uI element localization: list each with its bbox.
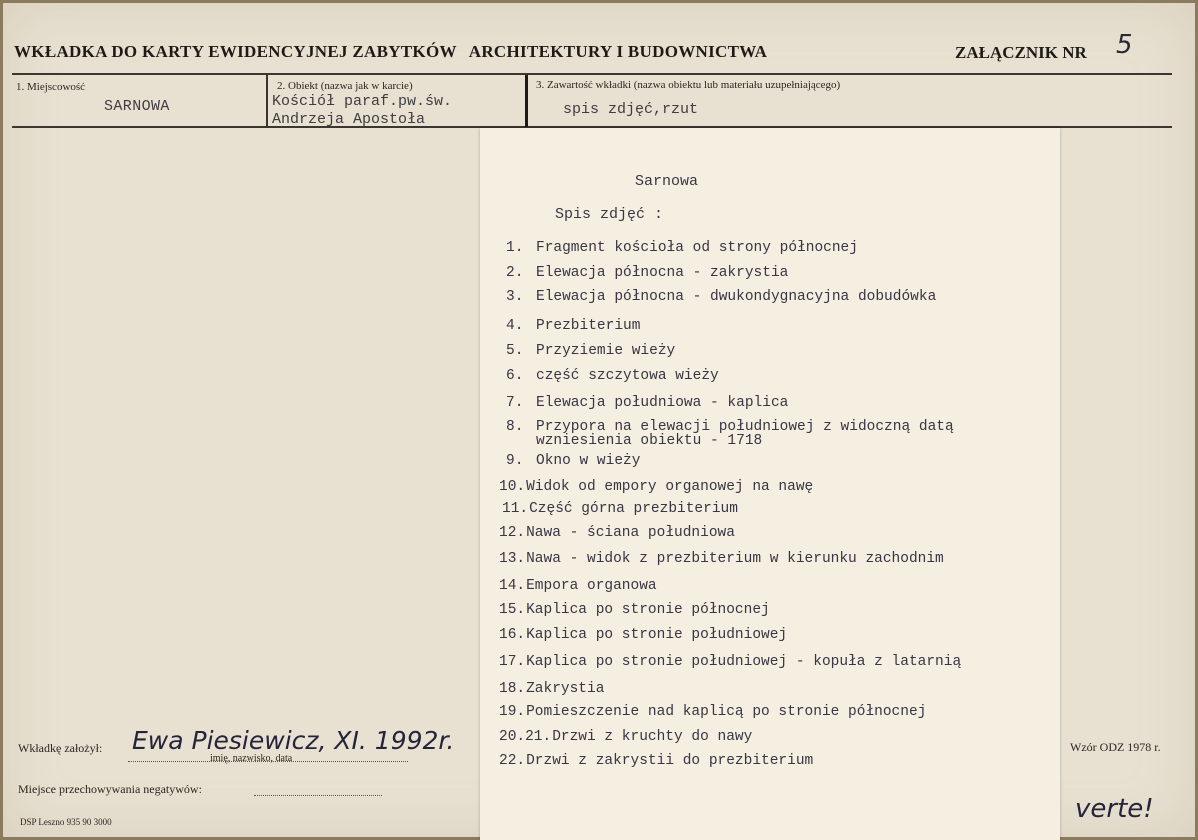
negatives-label: Miejsce przechowywania negatywów:: [18, 782, 202, 796]
photo-item-text: Empora organowa: [526, 578, 657, 594]
photo-item-number: 15.: [499, 602, 526, 618]
photo-item-number: 22.: [499, 753, 526, 769]
attachment-number: 5: [1116, 30, 1133, 60]
photo-item-number: 10.: [499, 479, 526, 495]
field-divider-1: [266, 75, 268, 127]
photo-item-number: 11.: [502, 501, 529, 517]
photo-item-text: Przyziemie wieży: [536, 343, 676, 359]
photo-item-text: Kaplica po stronie północnej: [526, 602, 770, 618]
photo-item-number: 9.: [506, 453, 524, 469]
photo-item-text: Przypora na elewacji południowej z widoczną datą: [536, 419, 954, 435]
photo-item-text: Drzwi z kruchty do nawy: [552, 729, 753, 745]
print-stamp: DSP Leszno 935 90 3000: [20, 817, 112, 827]
field-divider-2: [525, 75, 528, 127]
photo-item-text: Zakrystia: [526, 681, 605, 697]
photo-item-text: Elewacja północna - zakrystia: [536, 265, 789, 281]
header-rule-top: [12, 73, 1172, 75]
photo-item-text: Część górna prezbiterium: [529, 501, 738, 517]
contents-value: spis zdjęć,rzut: [563, 101, 699, 118]
photo-item-number: 3.: [506, 289, 524, 305]
card-title: [14, 42, 767, 62]
photo-item-number: 17.: [499, 654, 526, 670]
creator-label: Wkładkę założył:: [18, 741, 103, 755]
photo-item-number: 5.: [506, 343, 524, 359]
photo-item-text: Drzwi z zakrystii do prezbiterium: [526, 753, 814, 769]
creator-signature: Ewa Piesiewicz, XI. 1992r.: [132, 726, 455, 755]
photo-item-number: 1.: [506, 240, 524, 256]
title-part1: WKŁADKA DO KARTY EWIDENCYJNEJ ZABYTKÓW: [14, 42, 457, 61]
object-label: 2. Obiekt (nazwa jak w karcie): [277, 80, 413, 92]
photo-item-text-continued: wzniesienia obiektu - 1718: [536, 433, 763, 449]
photo-item-text: część szczytowa wieży: [536, 368, 719, 384]
photo-item-text: Elewacja południowa - kaplica: [536, 395, 789, 411]
photo-item-text: Pomieszczenie nad kaplicą po stronie północnej: [526, 704, 927, 720]
photo-item-text: Elewacja północna - dwukondygnacyjna dobudówka: [536, 289, 937, 305]
photo-item-number: 12.: [499, 525, 526, 541]
photo-item-text: Kaplica po stronie południowej: [526, 627, 788, 643]
photo-item-text: Widok od empory organowej na nawę: [526, 479, 814, 495]
photo-item-text: Nawa - widok z prezbiterium w kierunku zachodnim: [526, 551, 944, 567]
attachment-label: ZAŁĄCZNIK NR: [955, 43, 1087, 62]
photo-item-text: Nawa - ściana południowa: [526, 525, 735, 541]
photo-item-text: Kaplica po stronie południowej - kopuła z latarnią: [526, 654, 962, 670]
negatives-underline: [254, 795, 382, 796]
photo-item-number: 7.: [506, 395, 524, 411]
photo-item-number: 6.: [506, 368, 524, 384]
photo-item-number: 2.: [506, 265, 524, 281]
object-value-line2: Andrzeja Apostoła: [272, 111, 426, 128]
template-note: Wzór ODZ 1978 r.: [1070, 740, 1161, 754]
location-value: SARNOWA: [104, 98, 170, 115]
photo-item-number: 8.: [506, 419, 524, 435]
object-value-line1: Kościół paraf.pw.św.: [272, 93, 453, 110]
photo-item-text: Okno w wieży: [536, 453, 641, 469]
contents-label: 3. Zawartość wkładki (nazwa obiektu lub materiału uzupełniającego): [536, 79, 841, 91]
photo-item-number: 19.: [499, 704, 526, 720]
photo-item-number: 14.: [499, 578, 526, 594]
photo-item-text: Prezbiterium: [536, 318, 641, 334]
object-value: [272, 93, 452, 129]
photo-item-number: 13.: [499, 551, 526, 567]
photo-item-number: 20.21.: [499, 729, 552, 745]
photo-item-number: 4.: [506, 318, 524, 334]
photo-list-sheet: [480, 128, 1060, 840]
sheet-subtitle: Spis zdjęć :: [555, 206, 664, 223]
verte-note: verte!: [1075, 794, 1154, 824]
location-label: 1. Miejscowość: [16, 81, 86, 93]
photo-item-number: 18.: [499, 681, 526, 697]
photo-item-number: 16.: [499, 627, 526, 643]
creator-hint: imię, nazwisko, data: [210, 753, 293, 764]
title-part2: ARCHITEKTURY I BUDOWNICTWA: [468, 42, 768, 61]
photo-item-text: Fragment kościoła od strony północnej: [536, 240, 858, 256]
sheet-title: Sarnowa: [635, 173, 699, 190]
